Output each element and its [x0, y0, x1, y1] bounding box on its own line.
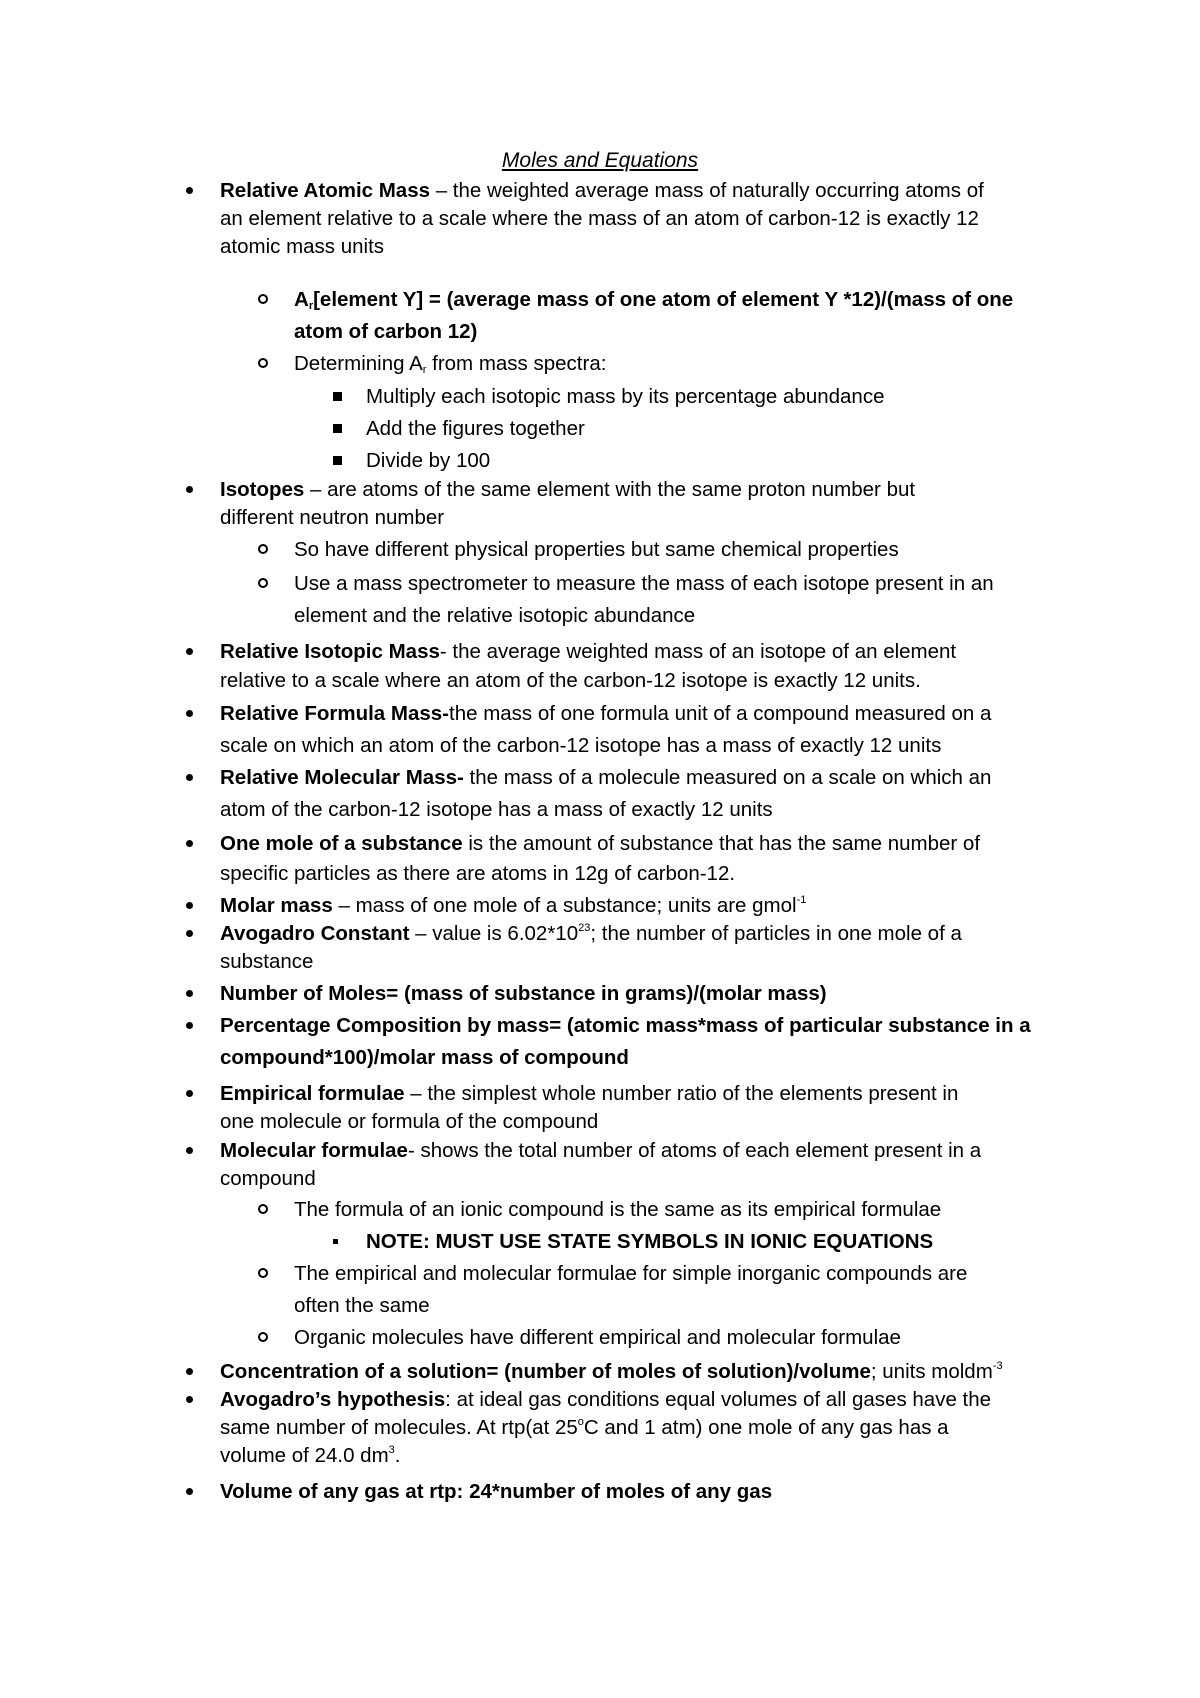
- relative-atomic-mass-line1: Relative Atomic Mass – the weighted average mass of naturally occurring atoms of: [220, 179, 984, 202]
- relative-molecular-mass-line1: Relative Molecular Mass- the mass of a molecule measured on a scale on which an: [220, 766, 992, 789]
- molecular-formulae-line1: Molecular formulae- shows the total number of atoms of each element present in a: [220, 1139, 982, 1162]
- ar-formula-line1: $A_r[element$ Y] = (average mass of one atom of element Y *12)/(mass of one: [294, 288, 1014, 312]
- bullet-disc: [186, 892, 193, 920]
- molar-mass: Molar mass – mass of one mole of a substance; units are gmol$^{-1}$: [220, 894, 807, 917]
- relative-isotopic-mass-line1: Relative Isotopic Mass- the average weighted mass of an isotope of an element: [220, 640, 957, 663]
- step-item: Multiply each isotopic mass by its percentage abundance: [366, 385, 885, 408]
- bullet-disc: [186, 980, 193, 1008]
- avogadro-constant-line2: substance: [220, 950, 314, 973]
- relative-formula-mass-line2: scale on which an atom of the carbon-12 isotope has a mass of exactly 12 units: [220, 734, 942, 757]
- bullet-circle: [258, 1260, 268, 1288]
- isotopes-line1: Isotopes – are atoms of the same element with the same proton number but: [220, 478, 916, 501]
- molecular-sub1: The formula of an ionic compound is the same as its empirical formulae: [294, 1198, 942, 1221]
- ionic-note: NOTE: MUST USE STATE SYMBOLS IN IONIC EQUATIONS: [366, 1230, 934, 1253]
- bullet-square: [333, 415, 342, 443]
- bullet-disc: [186, 1478, 193, 1506]
- step-item: Divide by 100: [366, 449, 491, 472]
- bullet-disc: [186, 700, 193, 728]
- bullet-disc: [186, 830, 193, 858]
- bullet-disc: [186, 1137, 193, 1165]
- avogadro-hypothesis-line2: same number of molecules. At rtp(at 25$^o$C and 1 atm) one mole of any gas has a: [220, 1416, 949, 1439]
- bullet-square: [333, 383, 342, 411]
- isotopes-line2: different neutron number: [220, 506, 445, 529]
- bullet-disc: [186, 764, 193, 792]
- relative-formula-mass-line1: Relative Formula Mass-the mass of one formula unit of a compound measured on a: [220, 702, 992, 725]
- determining-ar: Determining $A_r$ from mass spectra:: [294, 352, 607, 376]
- volume-of-gas: Volume of any gas at rtp: 24*number of moles of any gas: [220, 1480, 773, 1503]
- bullet-circle: [258, 1324, 268, 1352]
- number-of-moles: Number of Moles= (mass of substance in grams)/(molar mass): [220, 982, 827, 1005]
- isotopes-sub2-line2: element and the relative isotopic abundance: [294, 604, 696, 627]
- avogadro-hypothesis-line3: volume of 24.0 $dm^3$.: [220, 1444, 401, 1467]
- isotopes-sub2-line1: Use a mass spectrometer to measure the mass of each isotope present in an: [294, 572, 994, 595]
- avogadro-constant-line1: Avogadro Constant – value is $6.02*10^{23}$; the number of particles in one mole of a: [220, 922, 962, 945]
- bullet-disc: [186, 1080, 193, 1108]
- isotopes-sub1: So have different physical properties but same chemical properties: [294, 538, 899, 561]
- bullet-small-square: [333, 1228, 338, 1256]
- relative-isotopic-mass-line2: relative to a scale where an atom of the carbon-12 isotope is exactly 12 units.: [220, 669, 921, 692]
- bullet-disc: [186, 1386, 193, 1414]
- one-mole-line2: specific particles as there are atoms in 12g of carbon-12.: [220, 862, 736, 885]
- bullet-circle: [258, 570, 268, 598]
- step-item: Add the figures together: [366, 417, 585, 440]
- bullet-disc: [186, 177, 193, 205]
- ar-formula-line2: atom of carbon 12): [294, 320, 478, 343]
- bullet-circle: [258, 350, 268, 378]
- percentage-composition-line2: compound*100)/molar mass of compound: [220, 1046, 629, 1069]
- molecular-formulae-line2: compound: [220, 1167, 316, 1190]
- page-title: Moles and Equations: [501, 149, 699, 172]
- bullet-circle: [258, 536, 268, 564]
- relative-atomic-mass-line3: atomic mass units: [220, 235, 385, 258]
- molecular-sub2-line1: The empirical and molecular formulae for simple inorganic compounds are: [294, 1262, 968, 1285]
- bullet-circle: [258, 1196, 268, 1224]
- bullet-disc: [186, 638, 193, 666]
- percentage-composition-line1: Percentage Composition by mass= (atomic mass*mass of particular substance in a: [220, 1014, 1031, 1037]
- concentration: Concentration of a solution= (number of moles of solution)/volume; units moldm$^{-3}$: [220, 1360, 1003, 1383]
- bullet-circle: [258, 286, 268, 314]
- bullet-disc: [186, 1358, 193, 1386]
- bullet-square: [333, 447, 342, 475]
- relative-molecular-mass-line2: atom of the carbon-12 isotope has a mass of exactly 12 units: [220, 798, 773, 821]
- bullet-disc: [186, 1012, 193, 1040]
- bullet-disc: [186, 920, 193, 948]
- molecular-sub2-line2: often the same: [294, 1294, 430, 1317]
- molecular-sub3: Organic molecules have different empirical and molecular formulae: [294, 1326, 901, 1349]
- bullet-disc: [186, 476, 193, 504]
- empirical-formulae-line1: Empirical formulae – the simplest whole number ratio of the elements present in: [220, 1082, 959, 1105]
- one-mole-line1: One mole of a substance is the amount of substance that has the same number of: [220, 832, 981, 855]
- empirical-formulae-line2: one molecule or formula of the compound: [220, 1110, 599, 1133]
- relative-atomic-mass-line2: an element relative to a scale where the mass of an atom of carbon-12 is exactly 12: [220, 207, 979, 230]
- avogadro-hypothesis-line1: Avogadro’s hypothesis: at ideal gas conditions equal volumes of all gases have the: [220, 1388, 992, 1411]
